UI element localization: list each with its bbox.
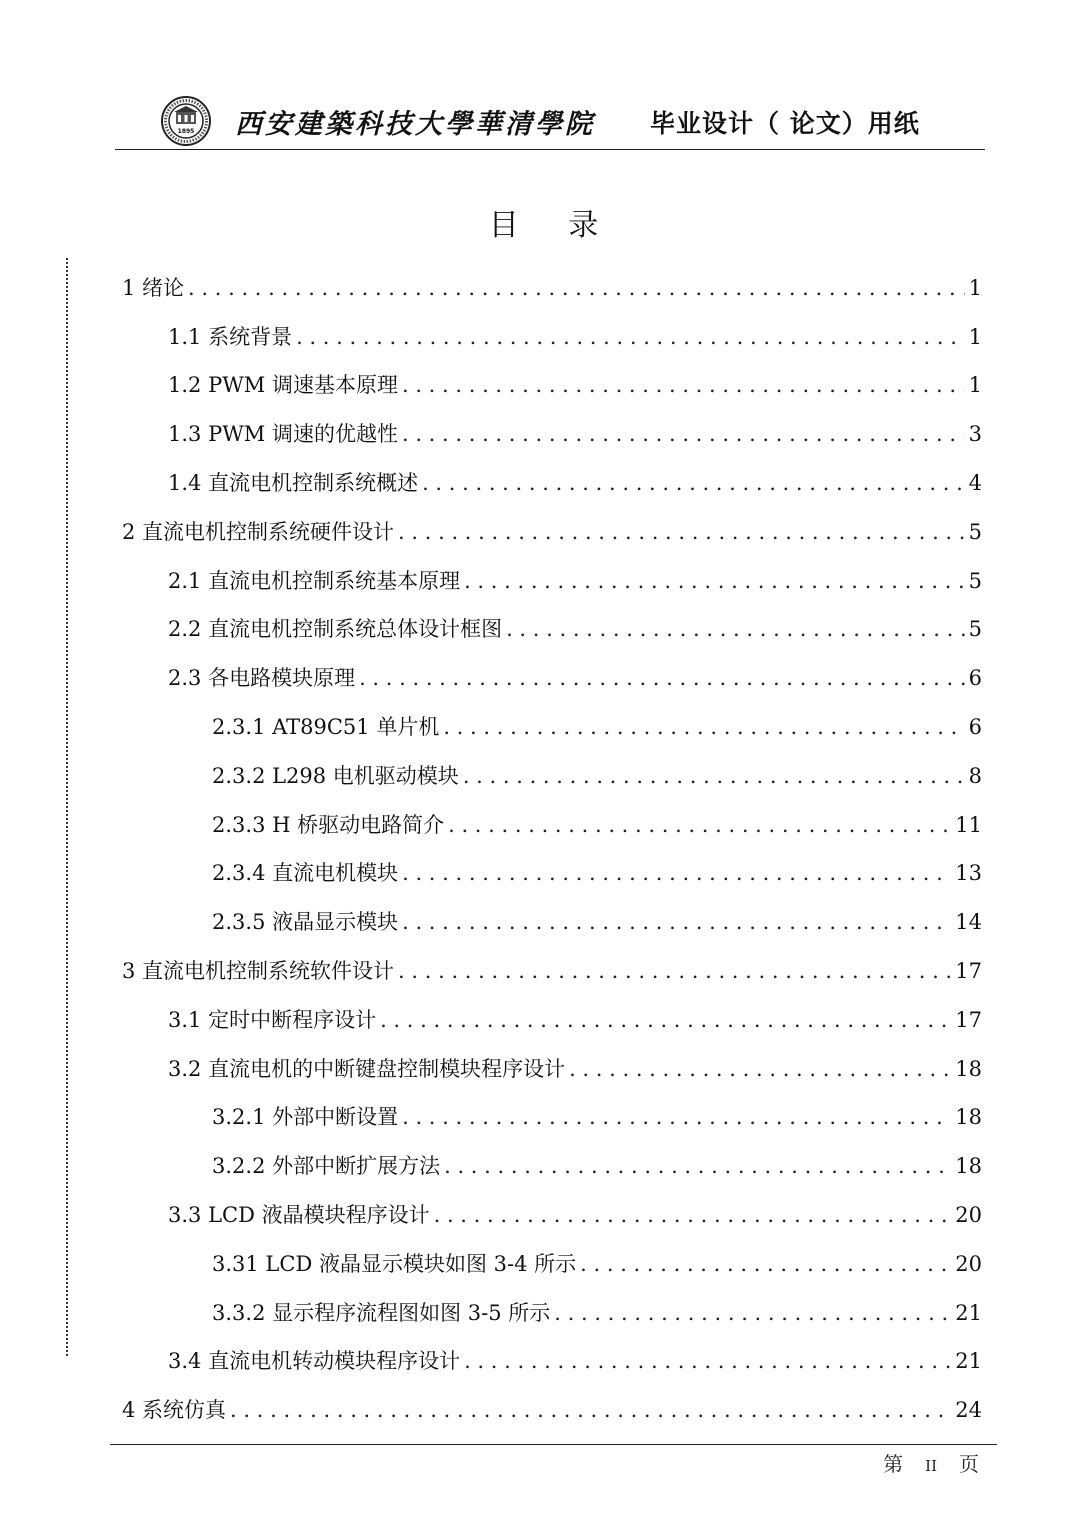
dot-leader xyxy=(402,414,965,454)
toc-entry-page: 18 xyxy=(955,1057,982,1081)
dot-leader xyxy=(434,1195,952,1235)
toc-entry[interactable] xyxy=(212,902,982,942)
toc-entry-label: 1.2 PWM 调速基本原理 xyxy=(168,373,398,397)
dot-leader xyxy=(444,1146,951,1186)
header-rule xyxy=(115,149,985,150)
dot-leader xyxy=(359,658,965,698)
toc-entry-label: 3.3.2 显示程序流程图如图 3-5 所示 xyxy=(212,1301,551,1325)
dot-leader xyxy=(448,805,951,845)
toc-entry-page: 18 xyxy=(955,1105,982,1129)
university-seal-icon xyxy=(161,96,211,146)
toc-entry-page: 1 xyxy=(968,325,982,349)
toc-entry-page: 20 xyxy=(955,1203,982,1227)
dot-leader xyxy=(554,1293,951,1333)
dot-leader xyxy=(402,853,951,893)
page-footer xyxy=(883,1448,979,1477)
toc-entry-page: 14 xyxy=(955,910,982,934)
toc-entry-label: 2.3.1 AT89C51 单片机 xyxy=(212,715,440,739)
footer-page-number: II xyxy=(925,1457,937,1475)
toc-entry-label: 2.3.2 L298 电机驱动模块 xyxy=(212,764,459,788)
toc-entry[interactable] xyxy=(168,1195,982,1235)
binding-margin-line xyxy=(66,258,68,1356)
paper-kind: 毕业设计（ 论文）用纸 xyxy=(650,109,920,138)
toc-entry-page: 17 xyxy=(955,959,982,983)
toc-entry-page: 13 xyxy=(955,861,982,885)
toc-entry[interactable] xyxy=(168,414,982,454)
toc-entry-page: 8 xyxy=(968,764,982,788)
toc-entry[interactable] xyxy=(168,1341,982,1381)
dot-leader xyxy=(463,756,965,796)
toc-entry[interactable] xyxy=(122,951,982,991)
toc-entry-page: 5 xyxy=(968,617,982,641)
dot-leader xyxy=(422,463,965,503)
dot-leader xyxy=(569,1049,951,1089)
toc-entry-page: 18 xyxy=(955,1154,982,1178)
toc-entry-label: 3 直流电机控制系统软件设计 xyxy=(122,959,395,983)
dot-leader xyxy=(464,561,965,601)
footer-suffix: 页 xyxy=(959,1452,979,1476)
toc-entry-label: 2.3.5 液晶显示模块 xyxy=(212,910,399,934)
toc-entry[interactable] xyxy=(212,1244,982,1284)
toc-entry-label: 3.2.1 外部中断设置 xyxy=(212,1105,399,1129)
toc-entry-page: 6 xyxy=(968,666,982,690)
toc-entry-label: 2.3.4 直流电机模块 xyxy=(212,861,399,885)
toc-entry-label: 2.2 直流电机控制系统总体设计框图 xyxy=(168,617,503,641)
dot-leader xyxy=(443,707,964,747)
dot-leader xyxy=(230,1390,951,1430)
toc-entry-label: 3.31 LCD 液晶显示模块如图 3-4 所示 xyxy=(212,1252,577,1276)
toc-title: 目 录 xyxy=(488,208,619,243)
toc-entry-page: 11 xyxy=(955,813,982,837)
page-header xyxy=(115,88,985,150)
toc-entry-label: 1.3 PWM 调速的优越性 xyxy=(168,422,398,446)
dot-leader xyxy=(398,951,951,991)
toc-entry[interactable] xyxy=(212,756,982,796)
dot-leader xyxy=(580,1244,951,1284)
toc-entry[interactable] xyxy=(168,365,982,405)
toc-entry-label: 2.1 直流电机控制系统基本原理 xyxy=(168,569,461,593)
toc-entry[interactable] xyxy=(212,1097,982,1137)
toc-entry-label: 1.1 系统背景 xyxy=(168,325,293,349)
dot-leader xyxy=(188,268,965,308)
toc-entry[interactable] xyxy=(212,707,982,747)
toc-entry[interactable] xyxy=(168,658,982,698)
toc-entry[interactable] xyxy=(122,1390,982,1430)
toc-entry-label: 3.2.2 外部中断扩展方法 xyxy=(212,1154,441,1178)
dot-leader xyxy=(402,902,951,942)
toc-entry-page: 24 xyxy=(955,1398,982,1422)
toc-entry-page: 21 xyxy=(955,1301,982,1325)
toc-entry-page: 6 xyxy=(968,715,982,739)
toc-entry-label: 2.3.3 H 桥驱动电路简介 xyxy=(212,813,445,837)
toc-entry-label: 3.2 直流电机的中断键盘控制模块程序设计 xyxy=(168,1057,566,1081)
dot-leader xyxy=(402,365,965,405)
toc-entry-label: 1.4 直流电机控制系统概述 xyxy=(168,471,419,495)
toc-entry[interactable] xyxy=(168,561,982,601)
school-name: 西安建築科技大學華清學院 xyxy=(235,109,595,140)
toc-entry[interactable] xyxy=(168,463,982,503)
toc-entry[interactable] xyxy=(122,268,982,308)
toc-entry[interactable] xyxy=(212,805,982,845)
toc-entry[interactable] xyxy=(168,1000,982,1040)
seal-year: 1895 xyxy=(177,128,195,135)
toc-entry-page: 21 xyxy=(955,1349,982,1373)
toc-entry-label: 4 系统仿真 xyxy=(122,1398,227,1422)
dot-leader xyxy=(398,512,965,552)
footer-rule xyxy=(110,1444,997,1445)
toc-entry-page: 1 xyxy=(968,276,982,300)
toc-entry-page: 17 xyxy=(955,1008,982,1032)
toc-entry[interactable] xyxy=(212,853,982,893)
dot-leader xyxy=(380,1000,951,1040)
toc-entry-page: 20 xyxy=(955,1252,982,1276)
toc-entry-page: 1 xyxy=(968,373,982,397)
dot-leader xyxy=(402,1097,951,1137)
toc-entry-page: 5 xyxy=(968,569,982,593)
toc-entry[interactable] xyxy=(168,609,982,649)
toc-entry[interactable] xyxy=(212,1146,982,1186)
toc-entry-label: 3.3 LCD 液晶模块程序设计 xyxy=(168,1203,430,1227)
toc-entry-label: 2.3 各电路模块原理 xyxy=(168,666,356,690)
toc-entry-page: 5 xyxy=(968,520,982,544)
toc-entry-page: 4 xyxy=(968,471,982,495)
footer-prefix: 第 xyxy=(883,1452,904,1476)
dot-leader xyxy=(296,317,965,357)
toc-entry-label: 1 绪论 xyxy=(122,276,185,300)
toc-entry-label: 3.4 直流电机转动模块程序设计 xyxy=(168,1349,461,1373)
toc-entry[interactable] xyxy=(122,512,982,552)
toc-entry[interactable] xyxy=(212,1293,982,1333)
toc-entry[interactable] xyxy=(168,317,982,357)
dot-leader xyxy=(464,1341,951,1381)
toc-entry-page: 3 xyxy=(968,422,982,446)
toc-entry[interactable] xyxy=(168,1049,982,1089)
toc-entry-label: 2 直流电机控制系统硬件设计 xyxy=(122,520,395,544)
toc-entry-label: 3.1 定时中断程序设计 xyxy=(168,1008,377,1032)
dot-leader xyxy=(506,609,965,649)
